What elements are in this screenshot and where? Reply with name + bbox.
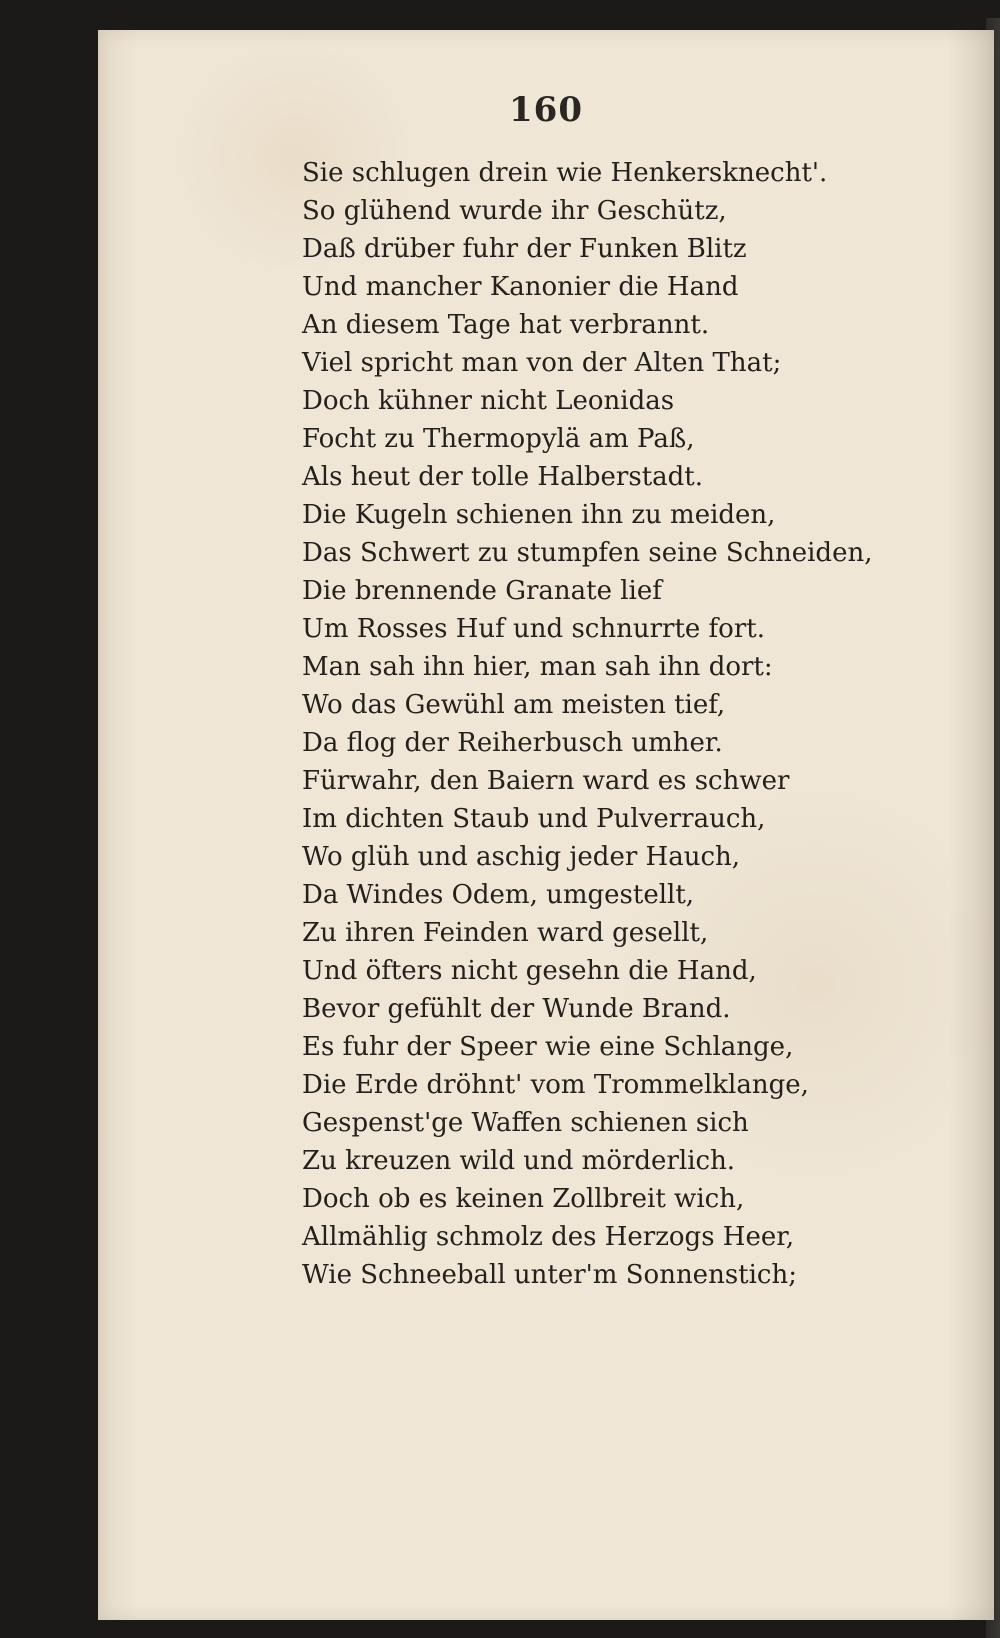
poem-line: Focht zu Thermopylä am Paß, — [302, 424, 695, 454]
poem-line: Bevor gefühlt der Wunde Brand. — [302, 994, 731, 1024]
poem-line: Die brennende Granate lief — [302, 576, 662, 606]
poem-line: Da Windes Odem, umgestellt, — [302, 880, 695, 910]
poem-line: Sie schlugen drein wie Henkersknecht'. — [302, 158, 828, 188]
poem-line: An diesem Tage hat verbrannt. — [302, 310, 710, 340]
poem-line: Das Schwert zu stumpfen seine Schneiden, — [302, 538, 873, 568]
poem-line: Zu ihren Feinden ward gesellt, — [302, 918, 709, 948]
poem-line: Fürwahr, den Baiern ward es schwer — [302, 766, 790, 796]
poem-line: Es fuhr der Speer wie eine Schlange, — [302, 1032, 794, 1062]
poem-line: Wo glüh und aschig jeder Hauch, — [302, 842, 741, 872]
poem-line: Und mancher Kanonier die Hand — [302, 272, 739, 302]
poem-line: Viel spricht man von der Alten That; — [302, 348, 782, 378]
poem-line: Die Erde dröhnt' vom Trommelklange, — [302, 1070, 809, 1100]
book-page — [98, 30, 994, 1620]
poem-line: Im dichten Staub und Pulverrauch, — [302, 804, 766, 834]
poem-line: Zu kreuzen wild und mörderlich. — [302, 1146, 736, 1176]
poem-line: Daß drüber fuhr der Funken Blitz — [302, 234, 747, 264]
poem-line: Die Kugeln schienen ihn zu meiden, — [302, 500, 776, 530]
poem-line: Allmählig schmolz des Herzogs Heer, — [302, 1222, 795, 1252]
poem-line: Gespenst'ge Waffen schienen sich — [302, 1108, 749, 1138]
poem-line: Wo das Gewühl am meisten tief, — [302, 690, 726, 720]
poem-line: Und öfters nicht gesehn die Hand, — [302, 956, 757, 986]
poem-line: Man sah ihn hier, man sah ihn dort: — [302, 652, 773, 682]
page-number: 160 — [509, 90, 583, 130]
poem-text — [302, 154, 962, 1294]
poem-line: Da flog der Reiherbusch umher. — [302, 728, 723, 758]
poem-line: Um Rosses Huf und schnurrte fort. — [302, 614, 765, 644]
poem-line: Als heut der tolle Halberstadt. — [302, 462, 703, 492]
poem-line: Wie Schneeball unter'm Sonnenstich; — [302, 1260, 797, 1290]
poem-line: So glühend wurde ihr Geschütz, — [302, 196, 727, 226]
poem-line: Doch kühner nicht Leonidas — [302, 386, 675, 416]
poem-line: Doch ob es keinen Zollbreit wich, — [302, 1184, 745, 1214]
